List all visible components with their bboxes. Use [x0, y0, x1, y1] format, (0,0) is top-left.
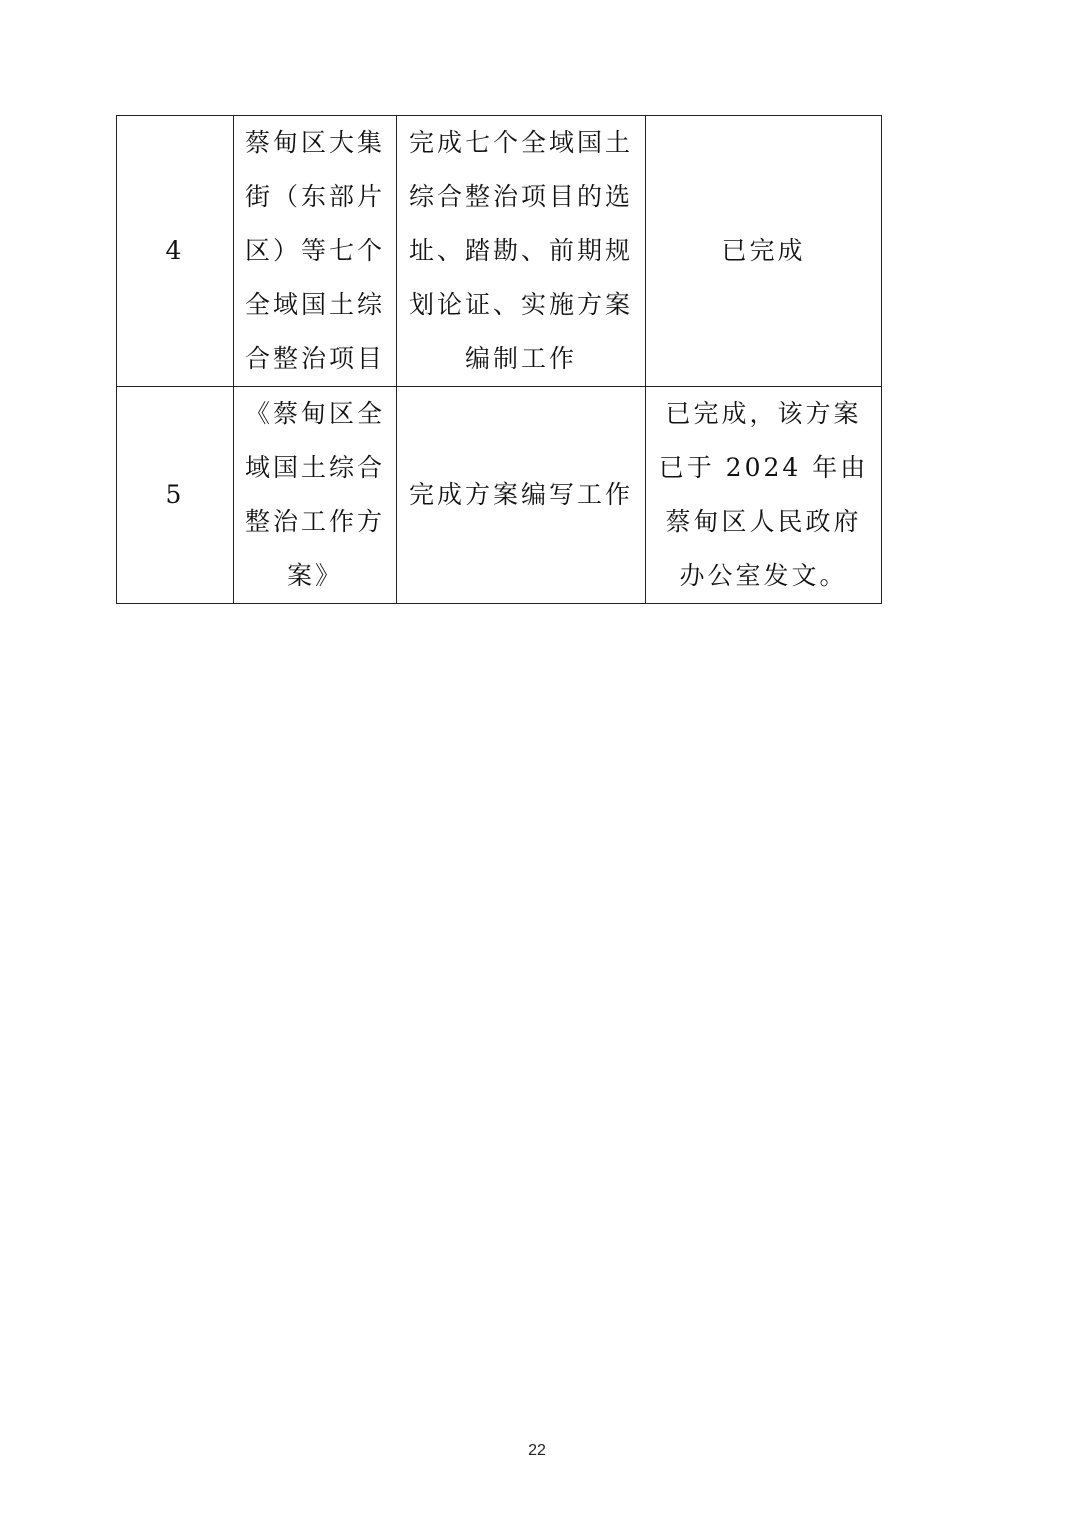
task-cell [397, 387, 646, 604]
row-number: 4 [165, 236, 185, 265]
status-cell [646, 387, 882, 604]
project-name: 《蔡甸区全域国土综合整治工作方案》 [244, 399, 385, 590]
task-description: 完成方案编写工作 [408, 480, 633, 509]
project-name: 蔡甸区大集街（东部片区）等七个全域国土综合整治项目 [244, 128, 385, 373]
project-name-cell [234, 387, 397, 604]
table-row [117, 116, 882, 387]
task-description: 完成七个全域国土综合整治项目的选址、踏勘、前期规划论证、实施方案编制工作 [408, 128, 633, 373]
row-number-cell [117, 116, 234, 387]
row-number-cell [117, 387, 234, 604]
project-name-cell [234, 116, 397, 387]
page-number: 22 [528, 1442, 546, 1459]
task-cell [397, 116, 646, 387]
row-number: 5 [165, 480, 185, 509]
status-text: 已完成 [721, 236, 806, 265]
project-table [116, 115, 882, 604]
table-row [117, 387, 882, 604]
status-cell [646, 116, 882, 387]
status-text: 已完成，该方案已于 2024 年由蔡甸区人民政府办公室发文。 [658, 399, 869, 590]
